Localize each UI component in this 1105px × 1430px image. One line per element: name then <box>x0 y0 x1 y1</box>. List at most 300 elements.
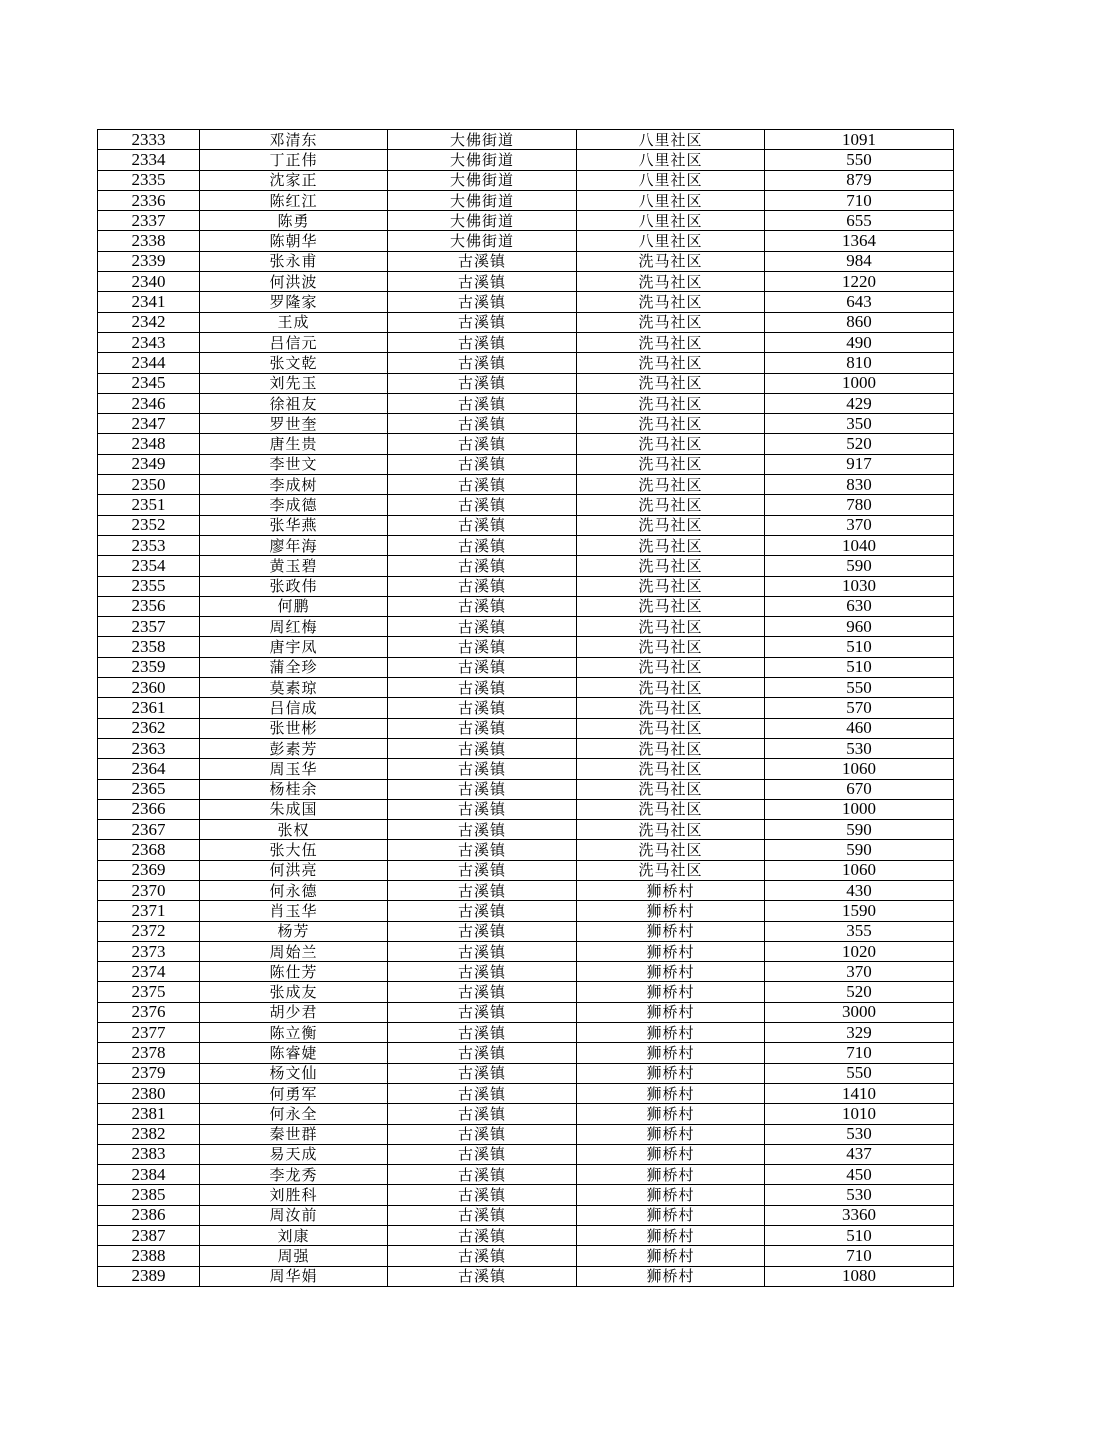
town-cell: 古溪镇 <box>388 799 577 819</box>
amount-cell: 450 <box>765 1165 954 1185</box>
row-number-cell: 2335 <box>98 170 200 190</box>
row-number-cell: 2366 <box>98 799 200 819</box>
village-cell: 狮桥村 <box>577 1104 765 1124</box>
amount-cell: 590 <box>765 556 954 576</box>
amount-cell: 329 <box>765 1023 954 1043</box>
town-cell: 古溪镇 <box>388 617 577 637</box>
row-number-cell: 2375 <box>98 982 200 1002</box>
table-row <box>98 332 954 352</box>
amount-cell: 1040 <box>765 535 954 555</box>
table-row <box>98 718 954 738</box>
amount-cell: 530 <box>765 1185 954 1205</box>
row-number-cell: 2354 <box>98 556 200 576</box>
town-cell: 古溪镇 <box>388 1185 577 1205</box>
town-cell: 古溪镇 <box>388 637 577 657</box>
row-number-cell: 2351 <box>98 495 200 515</box>
row-number-cell: 2372 <box>98 921 200 941</box>
amount-cell: 879 <box>765 170 954 190</box>
row-number-cell: 2350 <box>98 475 200 495</box>
name-cell: 张世彬 <box>200 718 388 738</box>
name-cell: 陈仕芳 <box>200 962 388 982</box>
table-row <box>98 1226 954 1246</box>
village-cell: 狮桥村 <box>577 1185 765 1205</box>
village-cell: 八里社区 <box>577 211 765 231</box>
amount-cell: 984 <box>765 251 954 271</box>
amount-cell: 670 <box>765 779 954 799</box>
town-cell: 古溪镇 <box>388 576 577 596</box>
name-cell: 杨文仙 <box>200 1063 388 1083</box>
name-cell: 沈家正 <box>200 170 388 190</box>
row-number-cell: 2389 <box>98 1266 200 1286</box>
village-cell: 洗马社区 <box>577 840 765 860</box>
village-cell: 洗马社区 <box>577 414 765 434</box>
row-number-cell: 2377 <box>98 1023 200 1043</box>
amount-cell: 630 <box>765 596 954 616</box>
village-cell: 洗马社区 <box>577 657 765 677</box>
amount-cell: 917 <box>765 454 954 474</box>
name-cell: 周红梅 <box>200 617 388 637</box>
row-number-cell: 2360 <box>98 678 200 698</box>
amount-cell: 1091 <box>765 130 954 150</box>
row-number-cell: 2373 <box>98 941 200 961</box>
amount-cell: 590 <box>765 820 954 840</box>
amount-cell: 530 <box>765 738 954 758</box>
name-cell: 刘胜科 <box>200 1185 388 1205</box>
row-number-cell: 2349 <box>98 454 200 474</box>
name-cell: 丁正伟 <box>200 150 388 170</box>
town-cell: 古溪镇 <box>388 332 577 352</box>
village-cell: 狮桥村 <box>577 1124 765 1144</box>
table-row <box>98 434 954 454</box>
town-cell: 古溪镇 <box>388 759 577 779</box>
table-row <box>98 1144 954 1164</box>
row-number-cell: 2341 <box>98 292 200 312</box>
table-row <box>98 1023 954 1043</box>
amount-cell: 780 <box>765 495 954 515</box>
town-cell: 古溪镇 <box>388 312 577 332</box>
table-row <box>98 170 954 190</box>
name-cell: 蒲全珍 <box>200 657 388 677</box>
village-cell: 狮桥村 <box>577 941 765 961</box>
name-cell: 莫素琼 <box>200 678 388 698</box>
name-cell: 陈睿婕 <box>200 1043 388 1063</box>
row-number-cell: 2358 <box>98 637 200 657</box>
village-cell: 洗马社区 <box>577 617 765 637</box>
village-cell: 洗马社区 <box>577 820 765 840</box>
data-table <box>97 129 954 1287</box>
town-cell: 古溪镇 <box>388 1165 577 1185</box>
village-cell: 洗马社区 <box>577 678 765 698</box>
village-cell: 洗马社区 <box>577 312 765 332</box>
town-cell: 古溪镇 <box>388 393 577 413</box>
village-cell: 狮桥村 <box>577 1043 765 1063</box>
town-cell: 大佛街道 <box>388 170 577 190</box>
town-cell: 古溪镇 <box>388 1226 577 1246</box>
village-cell: 狮桥村 <box>577 1165 765 1185</box>
town-cell: 古溪镇 <box>388 698 577 718</box>
name-cell: 陈立衡 <box>200 1023 388 1043</box>
town-cell: 古溪镇 <box>388 1043 577 1063</box>
table-row <box>98 982 954 1002</box>
village-cell: 狮桥村 <box>577 880 765 900</box>
name-cell: 张永甫 <box>200 251 388 271</box>
village-cell: 狮桥村 <box>577 1246 765 1266</box>
village-cell: 洗马社区 <box>577 535 765 555</box>
name-cell: 周玉华 <box>200 759 388 779</box>
row-number-cell: 2388 <box>98 1246 200 1266</box>
town-cell: 古溪镇 <box>388 860 577 880</box>
table-row <box>98 475 954 495</box>
table-row <box>98 1205 954 1225</box>
town-cell: 古溪镇 <box>388 454 577 474</box>
amount-cell: 643 <box>765 292 954 312</box>
village-cell: 洗马社区 <box>577 272 765 292</box>
town-cell: 古溪镇 <box>388 982 577 1002</box>
table-row <box>98 1063 954 1083</box>
name-cell: 胡少君 <box>200 1002 388 1022</box>
amount-cell: 1590 <box>765 901 954 921</box>
row-number-cell: 2371 <box>98 901 200 921</box>
table-row <box>98 211 954 231</box>
amount-cell: 350 <box>765 414 954 434</box>
town-cell: 古溪镇 <box>388 373 577 393</box>
village-cell: 狮桥村 <box>577 1266 765 1286</box>
village-cell: 狮桥村 <box>577 901 765 921</box>
name-cell: 张权 <box>200 820 388 840</box>
town-cell: 古溪镇 <box>388 962 577 982</box>
row-number-cell: 2380 <box>98 1083 200 1103</box>
table-row <box>98 535 954 555</box>
amount-cell: 860 <box>765 312 954 332</box>
row-number-cell: 2347 <box>98 414 200 434</box>
name-cell: 张政伟 <box>200 576 388 596</box>
table-row <box>98 921 954 941</box>
table-row <box>98 231 954 251</box>
amount-cell: 1020 <box>765 941 954 961</box>
village-cell: 洗马社区 <box>577 393 765 413</box>
town-cell: 古溪镇 <box>388 1205 577 1225</box>
amount-cell: 710 <box>765 190 954 210</box>
amount-cell: 355 <box>765 921 954 941</box>
row-number-cell: 2361 <box>98 698 200 718</box>
town-cell: 古溪镇 <box>388 921 577 941</box>
town-cell: 古溪镇 <box>388 1063 577 1083</box>
amount-cell: 830 <box>765 475 954 495</box>
name-cell: 陈红江 <box>200 190 388 210</box>
town-cell: 古溪镇 <box>388 1002 577 1022</box>
name-cell: 刘康 <box>200 1226 388 1246</box>
table-row <box>98 880 954 900</box>
name-cell: 徐祖友 <box>200 393 388 413</box>
row-number-cell: 2378 <box>98 1043 200 1063</box>
table-row <box>98 759 954 779</box>
village-cell: 洗马社区 <box>577 353 765 373</box>
village-cell: 洗马社区 <box>577 698 765 718</box>
table-row <box>98 799 954 819</box>
name-cell: 何永德 <box>200 880 388 900</box>
table-row <box>98 617 954 637</box>
row-number-cell: 2359 <box>98 657 200 677</box>
table-row <box>98 150 954 170</box>
name-cell: 吕信成 <box>200 698 388 718</box>
table-row <box>98 1124 954 1144</box>
amount-cell: 520 <box>765 434 954 454</box>
row-number-cell: 2368 <box>98 840 200 860</box>
amount-cell: 1080 <box>765 1266 954 1286</box>
name-cell: 杨桂余 <box>200 779 388 799</box>
name-cell: 何永全 <box>200 1104 388 1124</box>
row-number-cell: 2339 <box>98 251 200 271</box>
town-cell: 古溪镇 <box>388 718 577 738</box>
village-cell: 八里社区 <box>577 150 765 170</box>
name-cell: 罗世奎 <box>200 414 388 434</box>
village-cell: 洗马社区 <box>577 495 765 515</box>
town-cell: 古溪镇 <box>388 434 577 454</box>
row-number-cell: 2374 <box>98 962 200 982</box>
name-cell: 罗隆家 <box>200 292 388 312</box>
village-cell: 洗马社区 <box>577 454 765 474</box>
table-row <box>98 738 954 758</box>
amount-cell: 429 <box>765 393 954 413</box>
amount-cell: 1364 <box>765 231 954 251</box>
town-cell: 古溪镇 <box>388 901 577 921</box>
row-number-cell: 2334 <box>98 150 200 170</box>
row-number-cell: 2348 <box>98 434 200 454</box>
town-cell: 古溪镇 <box>388 1144 577 1164</box>
town-cell: 古溪镇 <box>388 941 577 961</box>
village-cell: 八里社区 <box>577 170 765 190</box>
town-cell: 古溪镇 <box>388 1023 577 1043</box>
amount-cell: 550 <box>765 678 954 698</box>
table-row <box>98 698 954 718</box>
row-number-cell: 2381 <box>98 1104 200 1124</box>
town-cell: 古溪镇 <box>388 272 577 292</box>
table-row <box>98 637 954 657</box>
table-row <box>98 1043 954 1063</box>
town-cell: 古溪镇 <box>388 1083 577 1103</box>
name-cell: 唐宇凤 <box>200 637 388 657</box>
table-row <box>98 1104 954 1124</box>
name-cell: 刘先玉 <box>200 373 388 393</box>
table-row <box>98 1083 954 1103</box>
amount-cell: 520 <box>765 982 954 1002</box>
town-cell: 大佛街道 <box>388 211 577 231</box>
village-cell: 洗马社区 <box>577 251 765 271</box>
row-number-cell: 2385 <box>98 1185 200 1205</box>
amount-cell: 510 <box>765 637 954 657</box>
town-cell: 古溪镇 <box>388 738 577 758</box>
table-row <box>98 840 954 860</box>
name-cell: 李成德 <box>200 495 388 515</box>
table-row <box>98 779 954 799</box>
row-number-cell: 2352 <box>98 515 200 535</box>
table-row <box>98 901 954 921</box>
row-number-cell: 2346 <box>98 393 200 413</box>
town-cell: 古溪镇 <box>388 840 577 860</box>
row-number-cell: 2387 <box>98 1226 200 1246</box>
amount-cell: 1000 <box>765 799 954 819</box>
name-cell: 王成 <box>200 312 388 332</box>
amount-cell: 370 <box>765 962 954 982</box>
village-cell: 洗马社区 <box>577 515 765 535</box>
amount-cell: 1010 <box>765 1104 954 1124</box>
row-number-cell: 2383 <box>98 1144 200 1164</box>
amount-cell: 710 <box>765 1246 954 1266</box>
table-row <box>98 393 954 413</box>
village-cell: 狮桥村 <box>577 982 765 1002</box>
town-cell: 古溪镇 <box>388 1246 577 1266</box>
table-row <box>98 190 954 210</box>
table-row <box>98 1002 954 1022</box>
name-cell: 唐生贵 <box>200 434 388 454</box>
village-cell: 狮桥村 <box>577 1205 765 1225</box>
name-cell: 李龙秀 <box>200 1165 388 1185</box>
name-cell: 陈朝华 <box>200 231 388 251</box>
town-cell: 大佛街道 <box>388 231 577 251</box>
amount-cell: 3360 <box>765 1205 954 1225</box>
village-cell: 洗马社区 <box>577 779 765 799</box>
table-row <box>98 251 954 271</box>
village-cell: 洗马社区 <box>577 475 765 495</box>
town-cell: 古溪镇 <box>388 495 577 515</box>
village-cell: 狮桥村 <box>577 1226 765 1246</box>
row-number-cell: 2340 <box>98 272 200 292</box>
table-body <box>98 130 954 1287</box>
town-cell: 古溪镇 <box>388 820 577 840</box>
town-cell: 古溪镇 <box>388 515 577 535</box>
village-cell: 洗马社区 <box>577 373 765 393</box>
amount-cell: 1410 <box>765 1083 954 1103</box>
name-cell: 彭素芳 <box>200 738 388 758</box>
table-row <box>98 495 954 515</box>
name-cell: 黄玉碧 <box>200 556 388 576</box>
village-cell: 洗马社区 <box>577 576 765 596</box>
name-cell: 张文乾 <box>200 353 388 373</box>
row-number-cell: 2386 <box>98 1205 200 1225</box>
village-cell: 八里社区 <box>577 130 765 150</box>
name-cell: 何洪波 <box>200 272 388 292</box>
village-cell: 洗马社区 <box>577 292 765 312</box>
amount-cell: 490 <box>765 332 954 352</box>
name-cell: 周汝前 <box>200 1205 388 1225</box>
town-cell: 古溪镇 <box>388 556 577 576</box>
table-row <box>98 576 954 596</box>
table-row <box>98 962 954 982</box>
table-row <box>98 130 954 150</box>
amount-cell: 960 <box>765 617 954 637</box>
name-cell: 肖玉华 <box>200 901 388 921</box>
amount-cell: 590 <box>765 840 954 860</box>
name-cell: 周强 <box>200 1246 388 1266</box>
village-cell: 洗马社区 <box>577 718 765 738</box>
row-number-cell: 2336 <box>98 190 200 210</box>
amount-cell: 530 <box>765 1124 954 1144</box>
amount-cell: 1220 <box>765 272 954 292</box>
town-cell: 古溪镇 <box>388 251 577 271</box>
row-number-cell: 2384 <box>98 1165 200 1185</box>
name-cell: 邓清东 <box>200 130 388 150</box>
village-cell: 狮桥村 <box>577 1144 765 1164</box>
table-row <box>98 414 954 434</box>
table-row <box>98 1246 954 1266</box>
amount-cell: 570 <box>765 698 954 718</box>
table-row <box>98 1185 954 1205</box>
name-cell: 李成树 <box>200 475 388 495</box>
row-number-cell: 2364 <box>98 759 200 779</box>
village-cell: 洗马社区 <box>577 799 765 819</box>
row-number-cell: 2382 <box>98 1124 200 1144</box>
village-cell: 洗马社区 <box>577 759 765 779</box>
village-cell: 狮桥村 <box>577 1083 765 1103</box>
amount-cell: 1000 <box>765 373 954 393</box>
amount-cell: 550 <box>765 150 954 170</box>
amount-cell: 370 <box>765 515 954 535</box>
amount-cell: 460 <box>765 718 954 738</box>
town-cell: 古溪镇 <box>388 353 577 373</box>
amount-cell: 655 <box>765 211 954 231</box>
amount-cell: 510 <box>765 1226 954 1246</box>
town-cell: 古溪镇 <box>388 475 577 495</box>
amount-cell: 810 <box>765 353 954 373</box>
name-cell: 廖年海 <box>200 535 388 555</box>
row-number-cell: 2365 <box>98 779 200 799</box>
town-cell: 古溪镇 <box>388 880 577 900</box>
name-cell: 周华娟 <box>200 1266 388 1286</box>
amount-cell: 1030 <box>765 576 954 596</box>
town-cell: 古溪镇 <box>388 414 577 434</box>
table-row <box>98 1165 954 1185</box>
village-cell: 狮桥村 <box>577 1023 765 1043</box>
name-cell: 周始兰 <box>200 941 388 961</box>
amount-cell: 437 <box>765 1144 954 1164</box>
amount-cell: 430 <box>765 880 954 900</box>
town-cell: 大佛街道 <box>388 150 577 170</box>
amount-cell: 1060 <box>765 860 954 880</box>
row-number-cell: 2370 <box>98 880 200 900</box>
amount-cell: 1060 <box>765 759 954 779</box>
town-cell: 古溪镇 <box>388 292 577 312</box>
table-row <box>98 556 954 576</box>
town-cell: 古溪镇 <box>388 535 577 555</box>
row-number-cell: 2376 <box>98 1002 200 1022</box>
row-number-cell: 2333 <box>98 130 200 150</box>
name-cell: 秦世群 <box>200 1124 388 1144</box>
row-number-cell: 2363 <box>98 738 200 758</box>
row-number-cell: 2345 <box>98 373 200 393</box>
town-cell: 古溪镇 <box>388 678 577 698</box>
table-row <box>98 373 954 393</box>
table-row <box>98 454 954 474</box>
amount-cell: 3000 <box>765 1002 954 1022</box>
table-row <box>98 657 954 677</box>
table-row <box>98 353 954 373</box>
village-cell: 狮桥村 <box>577 921 765 941</box>
name-cell: 吕信元 <box>200 332 388 352</box>
name-cell: 何洪亮 <box>200 860 388 880</box>
name-cell: 张大伍 <box>200 840 388 860</box>
table-row <box>98 941 954 961</box>
amount-cell: 550 <box>765 1063 954 1083</box>
town-cell: 古溪镇 <box>388 1124 577 1144</box>
row-number-cell: 2355 <box>98 576 200 596</box>
village-cell: 狮桥村 <box>577 962 765 982</box>
amount-cell: 510 <box>765 657 954 677</box>
row-number-cell: 2342 <box>98 312 200 332</box>
row-number-cell: 2344 <box>98 353 200 373</box>
village-cell: 洗马社区 <box>577 637 765 657</box>
table-row <box>98 820 954 840</box>
row-number-cell: 2353 <box>98 535 200 555</box>
